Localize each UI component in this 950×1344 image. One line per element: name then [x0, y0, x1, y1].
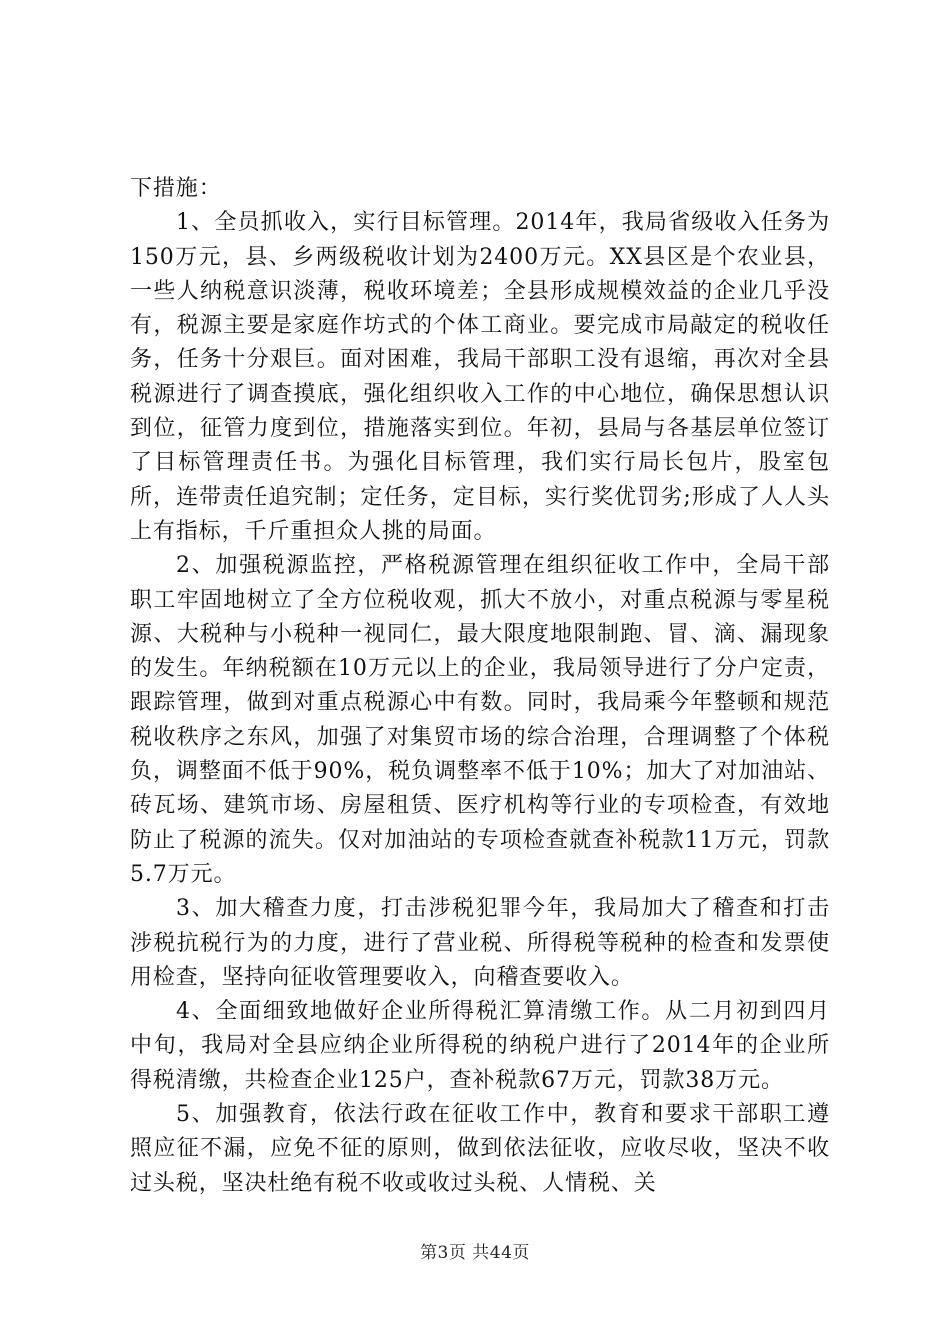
- paragraph-item-3: 3、加大稽查力度，打击涉税犯罪今年，我局加大了稽查和打击涉税抗税行为的力度，进行了营业税、所得税等税种的检查和发票使用检查，坚持向征收管理要收入，向稽查要收入。: [130, 896, 830, 990]
- paragraph-item-5: 5、加强教育，依法行政在征收工作中，教育和要求干部职工遵照应征不漏，应免不征的原则，做到依法征收，应收尽收，坚决不收过头税，坚决杜绝有税不收或收过头税、人情税、关: [130, 1102, 830, 1196]
- paragraph-item-4: 4、全面细致地做好企业所得税汇算清缴工作。从二月初到四月中旬，我局对全县应纳企业所得税的纳税户进行了2014年的企业所得税清缴，共检查企业125户，查补税款67万元，罚款38万元。: [130, 999, 830, 1093]
- paragraph-item-2: 2、加强税源监控，严格税源管理在组织征收工作中，全局干部职工牢固地树立了全方位税收观，抓大不放小，对重点税源与零星税源、大税种与小税种一视同仁，最大限度地限制跑、冒、滴、漏现象的发生。年纳税额在10万元以上的企业，我局领导进行了分户定责，跟踪管理，做到对重点税源心中有数。同时，我局乘今年整顿和规范税收秩序之东风，加强了对集贸市场的综合治理，合理调整了个体税负，调整面不低于90%，税负调整率不低于10%；加大了对加油站、砖瓦场、建筑市场、房屋租赁、医疗机构等行业的专项检查，有效地防止了税源的流失。仅对加油站的专项检查就查补税款11万元，罚款5.7万元。: [130, 553, 830, 887]
- document-body: [130, 172, 830, 1201]
- paragraph-item-1: 1、全员抓收入，实行目标管理。2014年，我局省级收入任务为150万元，县、乡两级税收计划为2400万元。XX县区是个农业县，一些人纳税意识淡薄，税收环境差；全县形成规模效益的企业几乎没有，税源主要是家庭作坊式的个体工商业。要完成市局敲定的税收任务，任务十分艰巨。面对困难，我局干部职工没有退缩，再次对全县税源进行了调查摸底，强化组织收入工作的中心地位，确保思想认识到位，征管力度到位，措施落实到位。年初，县局与各基层单位签订了目标管理责任书。为强化目标管理，我们实行局长包片，股室包所，连带责任追究制；定任务，定目标，实行奖优罚劣;形成了人人头上有指标，千斤重担众人挑的局面。: [130, 210, 830, 544]
- paragraph-intro: 下措施：: [130, 176, 222, 201]
- page-number-footer: 第3页 共44页: [420, 1243, 530, 1263]
